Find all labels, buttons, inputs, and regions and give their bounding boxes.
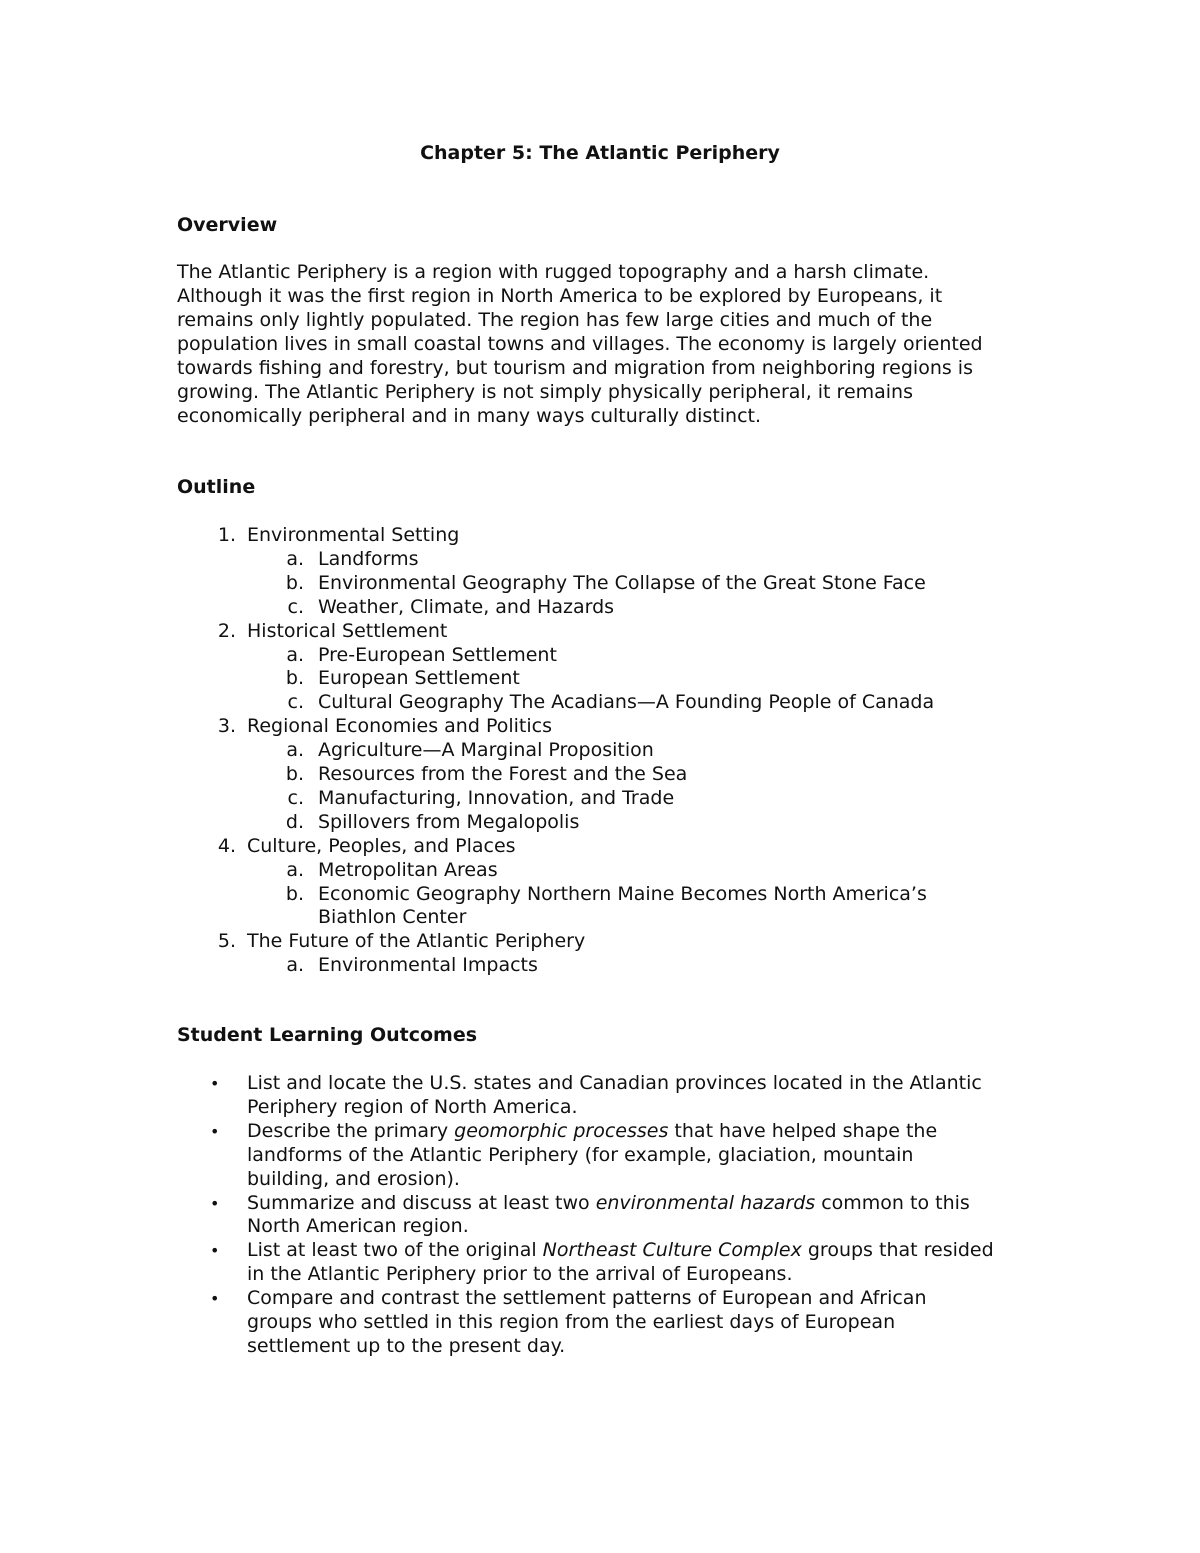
outcome-text: groups that resided	[801, 1239, 994, 1262]
outline-sub-letter: a.	[286, 643, 304, 666]
outline-sub-item: Resources from the Forest and the Sea	[318, 763, 688, 785]
outline-sub-item: Manufacturing, Innovation, and Trade	[318, 786, 675, 809]
outcome-text: building, and erosion).	[247, 1167, 460, 1190]
outline-sub-letter: b.	[285, 571, 304, 594]
overview-line: growing. The Atlantic Periphery is not simply physically peripheral, it remains	[177, 381, 913, 403]
outline-heading: Outline	[177, 476, 256, 498]
outcome-line	[247, 1286, 926, 1310]
outcome-line	[247, 1071, 982, 1095]
bullet-icon: •	[210, 1193, 220, 1213]
outcome-text: List and locate the U.S. states and Canadian provinces located in the Atlantic	[247, 1072, 982, 1094]
outline-sub-letter: b.	[285, 882, 304, 905]
outline-sub-item: Landforms	[318, 547, 419, 570]
outcomes-heading: Student Learning Outcomes	[177, 1024, 478, 1046]
outline-sub-item-continued: Biathlon Center	[318, 906, 467, 929]
outcome-text: Periphery region of North America.	[247, 1095, 578, 1118]
outcome-line	[247, 1143, 913, 1167]
outline-sub-letter: a.	[286, 547, 304, 570]
overview-line: The Atlantic Periphery is a region with rugged topography and a harsh climate.	[177, 261, 930, 283]
outline-sub-letter: c.	[287, 691, 304, 714]
outcome-line	[247, 1238, 994, 1262]
page-title: Chapter 5: The Atlantic Periphery	[420, 142, 780, 164]
outcome-text: groups who settled in this region from the earliest days of European	[247, 1311, 896, 1333]
outcome-text: settlement up to the present day.	[247, 1334, 566, 1357]
outcome-text: in the Atlantic Periphery prior to the arrival of Europeans.	[247, 1263, 793, 1286]
outcome-line	[247, 1119, 937, 1143]
outcome-line	[247, 1214, 469, 1238]
outline-number: 3.	[217, 715, 236, 738]
outline-item: Culture, Peoples, and Places	[247, 834, 516, 857]
outline-sub-letter: c.	[287, 786, 304, 809]
outcome-text: Summarize and discuss at least two	[247, 1191, 596, 1214]
outcome-text: common to this	[815, 1191, 970, 1214]
overview-line: population lives in small coastal towns and villages. The economy is largely oriented	[177, 333, 983, 355]
bullet-icon: •	[210, 1289, 220, 1309]
outline-item: Regional Economies and Politics	[247, 715, 552, 738]
outline-item: Historical Settlement	[247, 619, 448, 642]
outline-number: 1.	[217, 524, 236, 546]
outline-sub-item: Pre-European Settlement	[318, 643, 557, 666]
outline-sub-letter: b.	[285, 763, 304, 785]
outcome-line	[247, 1191, 970, 1215]
outline-number: 2.	[217, 619, 236, 642]
outline-sub-item: Economic Geography Northern Maine Becomes North America’s	[318, 882, 927, 905]
outcome-text: List at least two of the original	[247, 1239, 543, 1262]
outcome-text: Compare and contrast the settlement patterns of European and African	[247, 1287, 927, 1310]
outline-sub-letter: a.	[286, 954, 304, 977]
bullet-icon: •	[210, 1074, 220, 1093]
outcome-line	[247, 1262, 793, 1286]
outline-sub-item: Weather, Climate, and Hazards	[318, 595, 615, 618]
outline-sub-item: Agriculture—A Marginal Proposition	[318, 739, 654, 762]
overview-line: towards fishing and forestry, but tourism and migration from neighboring regions is	[177, 357, 973, 379]
overview-line: economically peripheral and in many ways culturally distinct.	[177, 405, 762, 427]
outline-item: The Future of the Atlantic Periphery	[247, 930, 586, 953]
outline-sub-item: Cultural Geography The Acadians—A Founding People of Canada	[318, 691, 935, 714]
outline-number: 5.	[217, 930, 236, 953]
outline-sub-item: European Settlement	[318, 667, 520, 690]
outline-sub-item: Metropolitan Areas	[318, 858, 498, 881]
overview-line: Although it was the first region in North America to be explored by Europeans, it	[177, 285, 943, 307]
outcome-emphasis: environmental hazards	[595, 1191, 816, 1214]
outcome-text: Describe the primary	[247, 1119, 455, 1142]
outline-sub-letter: c.	[287, 595, 304, 618]
outline-sub-letter: a.	[286, 739, 304, 762]
outcome-line	[247, 1167, 460, 1191]
outline-sub-item: Environmental Impacts	[318, 954, 538, 977]
overview-paragraph	[177, 260, 1027, 428]
outcome-line	[247, 1310, 895, 1334]
overview-heading: Overview	[177, 214, 278, 236]
outcome-emphasis: geomorphic processes	[454, 1119, 669, 1142]
outcome-text: North American region.	[247, 1215, 469, 1238]
outcome-text: that have helped shape the	[668, 1119, 938, 1142]
outcome-line	[247, 1334, 565, 1358]
outcome-line	[247, 1095, 578, 1119]
outline-sub-item: Environmental Geography The Collapse of the Great Stone Face	[318, 571, 926, 594]
outline-number: 4.	[217, 834, 236, 857]
outcome-emphasis: Northeast Culture Complex	[542, 1239, 802, 1262]
bullet-icon: •	[210, 1241, 220, 1261]
bullet-icon: •	[210, 1121, 220, 1141]
outline-sub-letter: d.	[285, 810, 304, 833]
outcome-text: landforms of the Atlantic Periphery (for example, glaciation, mountain	[247, 1143, 914, 1166]
outline-sub-item: Spillovers from Megalopolis	[318, 810, 580, 833]
overview-line: remains only lightly populated. The region has few large cities and much of the	[177, 309, 933, 331]
outline-sub-letter: b.	[285, 667, 304, 690]
outline-item: Environmental Setting	[247, 524, 460, 546]
outline-sub-letter: a.	[286, 858, 304, 881]
